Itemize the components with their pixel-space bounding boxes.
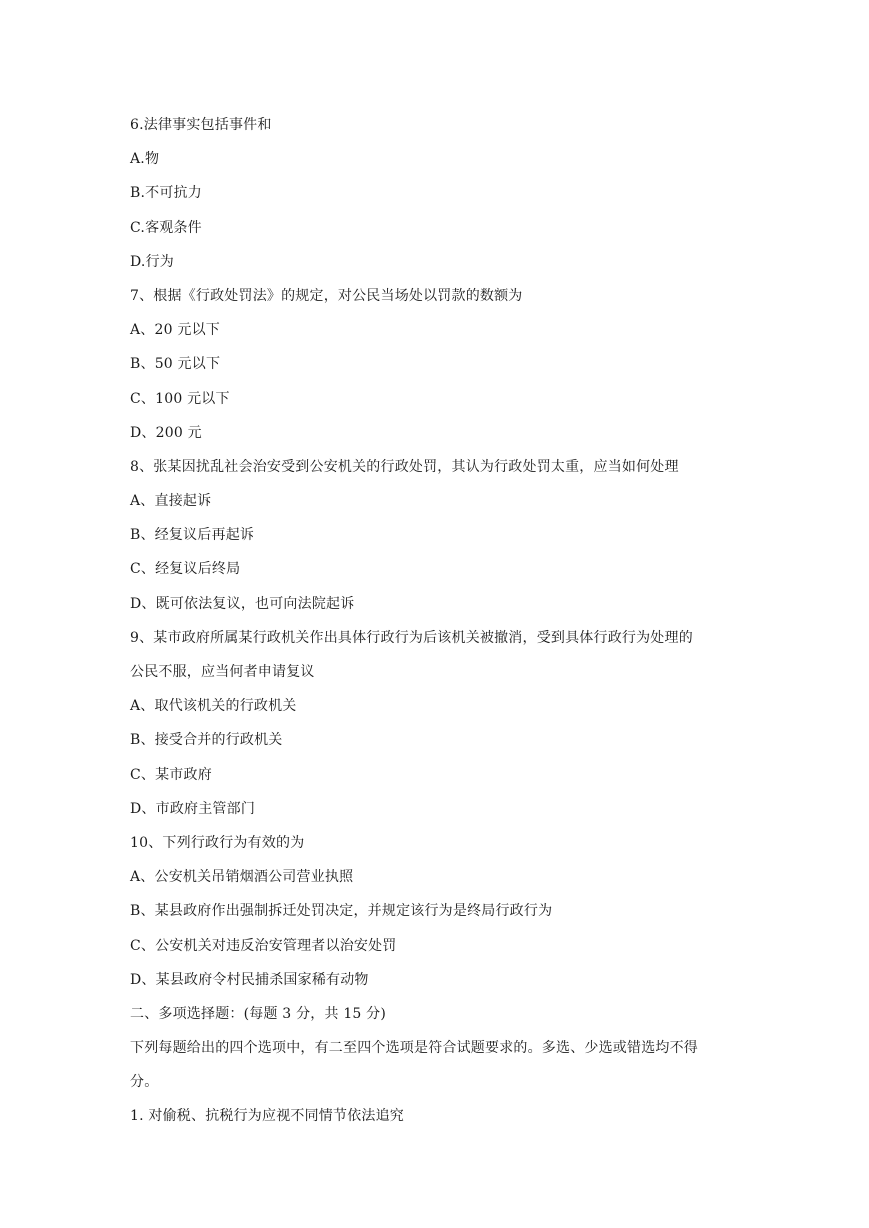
section-heading-multiple-choice: 二、多项选择题：(每题 3 分，共 15 分) <box>130 1005 387 1022</box>
question-7-option-a: A、20 元以下 <box>130 322 220 339</box>
question-9-stem-continued: 公民不服，应当何者申请复议 <box>130 664 315 680</box>
question-9-option-a: A、取代该机关的行政机关 <box>130 698 297 715</box>
question-7-option-c: C、100 元以下 <box>130 390 230 407</box>
question-9-option-c: C、某市政府 <box>130 766 212 783</box>
question-8-option-d: D、既可依法复议，也可向法院起诉 <box>130 595 355 612</box>
question-7-option-d: D、200 元 <box>130 424 202 441</box>
question-9-option-b: B、接受合并的行政机关 <box>130 732 283 749</box>
section-instructions-continued: 分。 <box>130 1074 159 1091</box>
question-9-stem: 9、某市政府所属某行政机关作出具体行政行为后该机关被撤消，受到具体行政行为处理的 <box>130 629 693 646</box>
question-10-option-a: A、公安机关吊销烟酒公司营业执照 <box>130 869 354 886</box>
question-6-option-a: A.物 <box>130 151 160 168</box>
question-9-option-d: D、市政府主管部门 <box>130 800 256 817</box>
document-body <box>130 108 750 1134</box>
question-10-stem: 10、下列行政行为有效的为 <box>130 834 305 851</box>
question-8-stem: 8、张某因扰乱社会治安受到公安机关的行政处罚，其认为行政处罚太重，应当如何处理 <box>130 458 679 475</box>
question-8-option-b: B、经复议后再起诉 <box>130 527 255 544</box>
question-6-option-b: B.不可抗力 <box>130 185 202 202</box>
question-7-option-b: B、50 元以下 <box>130 356 221 373</box>
section-instructions: 下列每题给出的四个选项中，有二至四个选项是符合试题要求的。多选、少选或错选均不得 <box>130 1040 698 1057</box>
question-10-option-d: D、某县政府令村民捕杀国家稀有动物 <box>130 971 369 988</box>
question-6-stem: 6.法律事实包括事件和 <box>130 117 272 133</box>
multi-question-1-stem: 1. 对偷税、抗税行为应视不同情节依法追究 <box>130 1108 405 1125</box>
question-10-option-b: B、某县政府作出强制拆迁处罚决定，并规定该行为是终局行政行为 <box>130 903 553 920</box>
question-8-option-c: C、经复议后终局 <box>130 561 241 578</box>
question-10-option-c: C、公安机关对违反治安管理者以治安处罚 <box>130 937 397 954</box>
question-7-stem: 7、根据《行政处罚法》的规定，对公民当场处以罚款的数额为 <box>130 287 523 304</box>
question-8-option-a: A、直接起诉 <box>130 493 212 510</box>
question-6-option-c: C.客观条件 <box>130 219 202 236</box>
question-6-option-d: D.行为 <box>130 253 174 270</box>
